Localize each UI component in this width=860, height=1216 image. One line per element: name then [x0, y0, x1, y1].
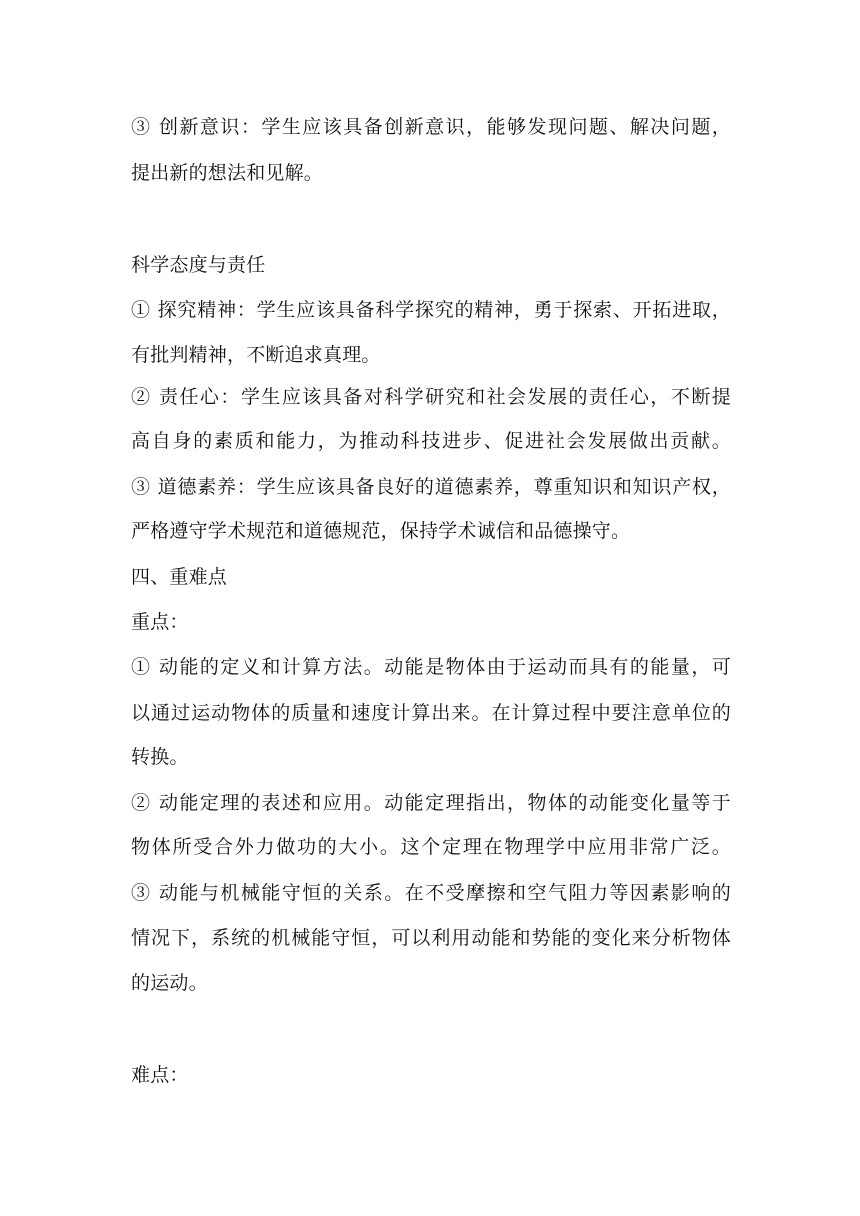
text-line: 有批判精神，不断追求真理。	[131, 344, 381, 366]
subheading: 重点：	[131, 611, 189, 633]
text-line: 严格遵守学术规范和道德规范，保持学术诚信和品德操守。	[131, 520, 631, 542]
text-line: ② 动能定理的表述和应用。动能定理指出，物体的动能变化量等于	[131, 792, 731, 814]
section-heading: 四、重难点	[131, 566, 228, 588]
text-line: 情况下，系统的机械能守恒，可以利用动能和势能的变化来分析物体	[131, 927, 731, 949]
text-line: ① 动能的定义和计算方法。动能是物体由于运动而具有的能量，可	[131, 656, 731, 678]
text-line: ① 探究精神：学生应该具备科学探究的精神，勇于探索、开拓进取，	[131, 299, 731, 321]
text-line: 以通过运动物体的质量和速度计算出来。在计算过程中要注意单位的	[131, 702, 731, 724]
subheading: 难点：	[131, 1064, 189, 1086]
text-line: ② 责任心：学生应该具备对科学研究和社会发展的责任心，不断提	[131, 386, 731, 408]
text-line: 物体所受合外力做功的大小。这个定理在物理学中应用非常广泛。	[131, 836, 731, 858]
section-heading: 科学态度与责任	[131, 254, 266, 276]
text-line: ③ 动能与机械能守恒的关系。在不受摩擦和空气阻力等因素影响的	[131, 882, 731, 904]
text-line: 转换。	[131, 746, 189, 768]
text-line: 的运动。	[131, 972, 208, 994]
text-line: ③ 道德素养：学生应该具备良好的道德素养，尊重知识和知识产权，	[131, 476, 731, 498]
text-line: 提出新的想法和见解。	[131, 162, 324, 184]
text-line: 高自身的素质和能力，为推动科技进步、促进社会发展做出贡献。	[131, 430, 731, 452]
text-line: ③ 创新意识：学生应该具备创新意识，能够发现问题、解决问题，	[131, 116, 731, 138]
